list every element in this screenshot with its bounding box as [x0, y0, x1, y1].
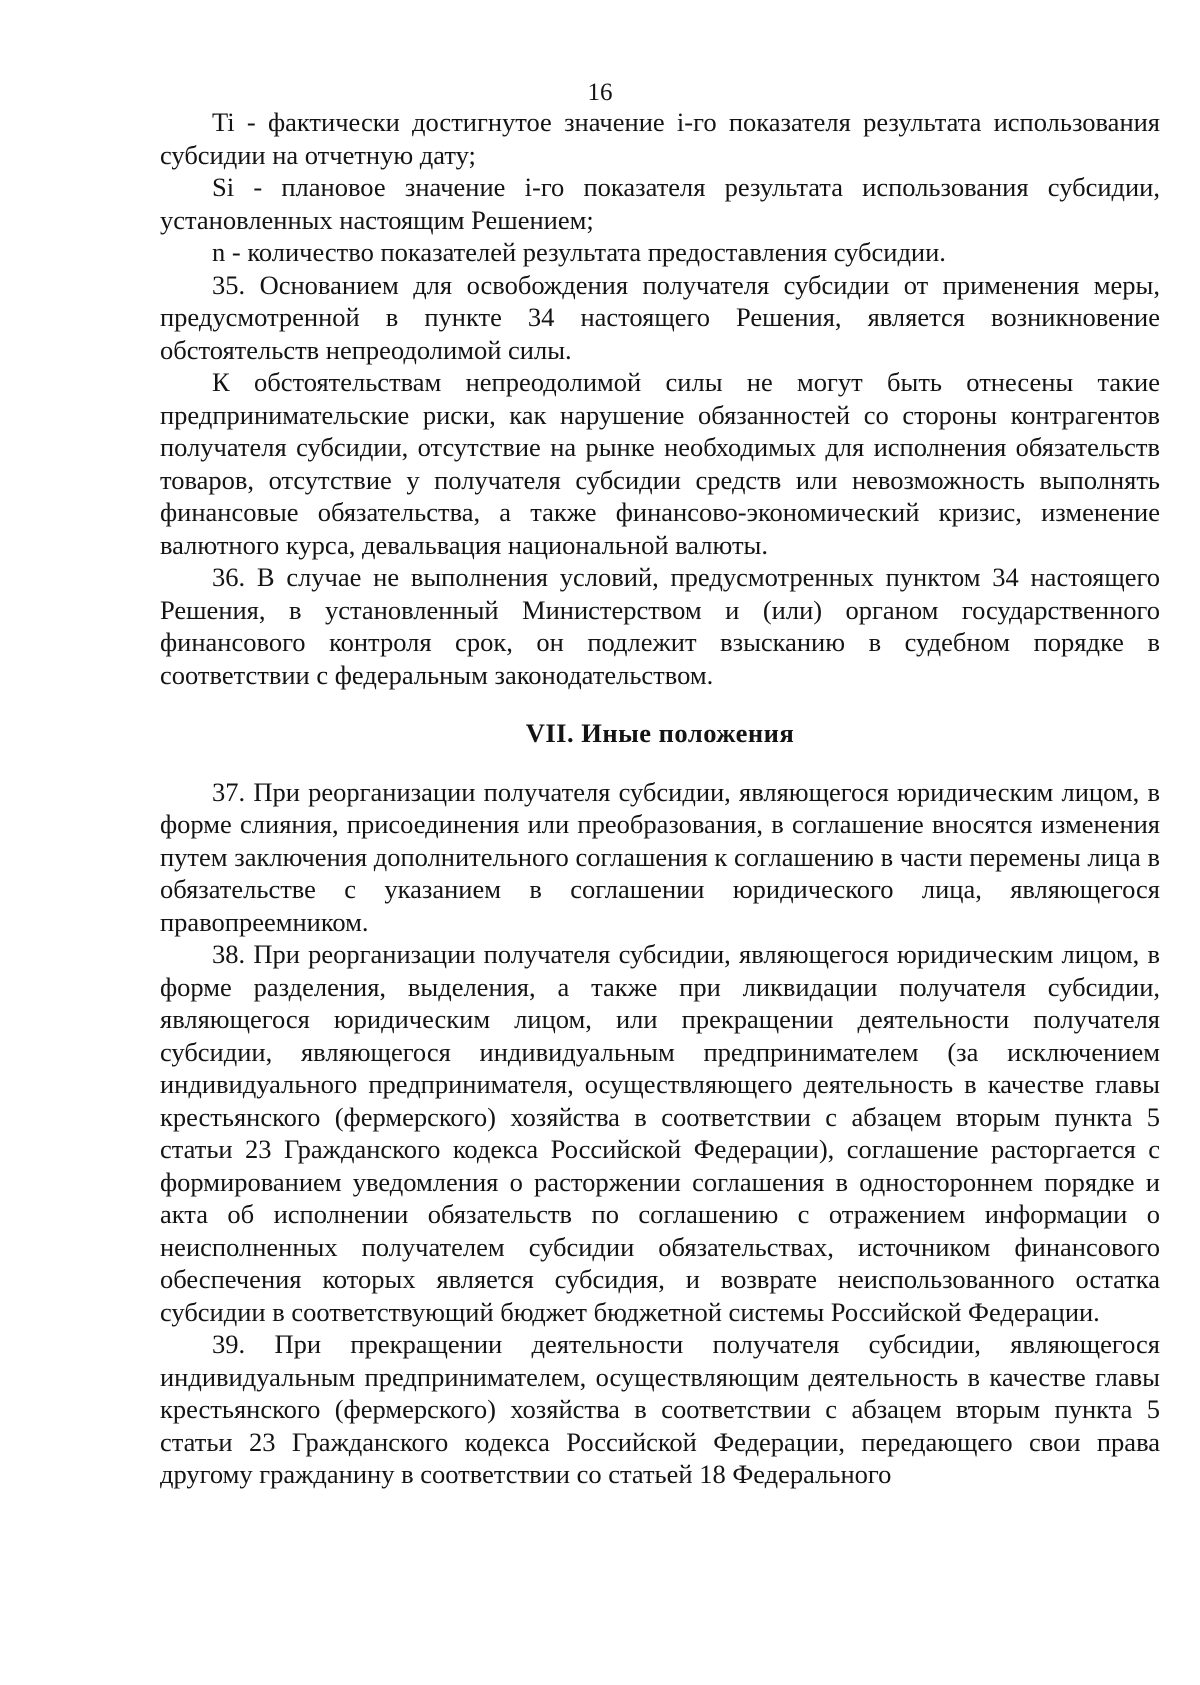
paragraph-force-majeure: К обстоятельствам непреодолимой силы не могут быть отнесены такие предпринимательские риски, как нарушение обязанностей со стороны контрагентов получателя субсидии, отсутствие на рынке необходимых для исполнения обязательств товаров, отсутствие у получателя субсидии средств или невозможность выполнять финансовые обязательства, а также финансово-экономический кризис, изменение валютного курса, девальвация национальной валюты.: [160, 367, 1160, 560]
paragraph-n-definition: n - количество показателей результата предоставления субсидии.: [212, 237, 946, 267]
paragraph-35: 35. Основанием для освобождения получателя субсидии от применения меры, предусмотренной в пункте 34 настоящего Решения, является возникновение обстоятельств непреодолимой силы.: [160, 269, 1160, 365]
paragraph-37: 37. При реорганизации получателя субсидии, являющегося юридическим лицом, в форме слияния, присоединения или преобразования, в соглашение вносятся изменения путем заключения дополнительного соглашения к соглашению в части перемены лица в обязательстве с указанием в соглашении юридического лица, являющегося правопреемником.: [160, 776, 1160, 937]
section-heading-vii: VII. Иные положения: [525, 718, 795, 748]
paragraph-ti-definition: Ti - фактически достигнутое значение i-го показателя результата использования субсидии на отчетную дату;: [160, 107, 1160, 170]
paragraph-36: 36. В случае не выполнения условий, предусмотренных пунктом 34 настоящего Решения, в установленный Министерством и (или) органом государственного финансового контроля срок, он подлежит взысканию в судебном порядке в соответствии с федеральным законодательством.: [160, 562, 1160, 690]
document-body: [160, 106, 1160, 1491]
page-number: 16: [587, 79, 613, 106]
paragraph-38: 38. При реорганизации получателя субсидии, являющегося юридическим лицом, в форме разделения, выделения, а также при ликвидации получателя субсидии, являющегося юридическим лицом, или прекращении деятельности получателя субсидии, являющегося индивидуальным предпринимателем (за исключением индивидуального предпринимателя, осуществляющего деятельность в качестве главы крестьянского (фермерского) хозяйства в соответствии с абзацем вторым пункта 5 статьи 23 Гражданского кодекса Российской Федерации), соглашение расторгается с формированием уведомления о расторжении соглашения в одностороннем порядке и акта об исполнении обязательств по соглашению с отражением информации о неисполненных получателем субсидии обязательствах, источником финансового обеспечения которых является субсидия, и возврате неиспользованного остатка субсидии в соответствующий бюджет бюджетной системы Российской Федерации.: [160, 939, 1160, 1327]
paragraph-39: 39. При прекращении деятельности получателя субсидии, являющегося индивидуальным предпринимателем, осуществляющим деятельность в качестве главы крестьянского (фермерского) хозяйства в соответствии с абзацем вторым пункта 5 статьи 23 Гражданского кодекса Российской Федерации, передающего свои права другому гражданину в соответствии со статьей 18 Федерального: [160, 1329, 1160, 1489]
paragraph-si-definition: Si - плановое значение i-го показателя результата использования субсидии, установленных настоящим Решением;: [160, 172, 1160, 235]
